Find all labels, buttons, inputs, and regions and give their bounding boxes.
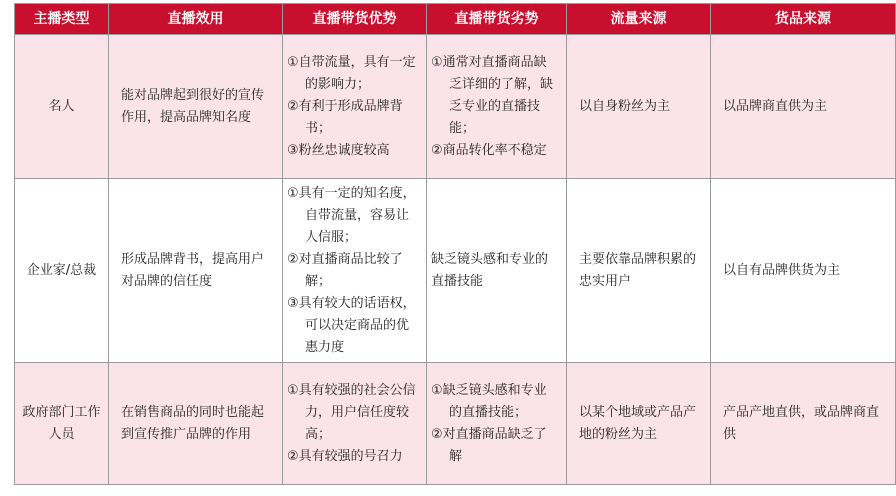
cell-type: 企业家/总裁 [15,179,109,363]
disadvantage-item: ②商品转化率不稳定 [431,142,547,158]
cell-goods: 以品牌商直供为主 [711,35,896,179]
advantage-item: ②对直播商品比较了解； [287,251,403,289]
cell-goods: 产品产地直供，或品牌商直供 [711,363,896,485]
cell-effect: 在销售商品的同时也能起到宣传推广品牌的作用 [109,363,283,485]
table-row [15,363,896,485]
streamer-comparison-table [14,3,896,485]
cell-disadvantages [427,179,567,363]
cell-advantages [283,179,427,363]
header-disadvantages: 直播带货劣势 [427,4,567,35]
disadvantage-item: ②对直播商品缺乏了解 [431,426,547,464]
cell-traffic: 以某个地域或产品产地的粉丝为主 [567,363,711,485]
advantage-item: ②具有较强的号召力 [287,448,403,464]
cell-type: 名人 [15,35,109,179]
cell-disadvantages [427,363,567,485]
advantage-item: ①具有一定的知名度，自带流量，容易让人信服； [287,185,416,245]
header-goods-source: 货品来源 [711,4,896,35]
disadvantage-item: ①通常对直播商品缺乏详细的了解，缺乏专业的直播技能； [431,54,554,136]
header-streamer-type: 主播类型 [15,4,109,35]
cell-advantages [283,35,427,179]
header-traffic-source: 流量来源 [567,4,711,35]
advantage-item: ①自带流量，具有一定的影响力； [287,54,416,92]
disadvantage-item: 缺乏镜头感和专业的直播技能 [431,251,549,289]
advantage-item: ①具有较强的社会公信力，用户信任度较高； [287,382,416,442]
header-live-effect: 直播效用 [109,4,283,35]
advantage-item: ③粉丝忠诚度较高 [287,142,390,158]
cell-advantages [283,363,427,485]
cell-traffic: 以自身粉丝为主 [567,35,711,179]
disadvantage-item: ①缺乏镜头感和专业的直播技能； [431,382,547,420]
table-row [15,35,896,179]
table-row [15,179,896,363]
advantage-item: ②有利于形成品牌背书； [287,98,403,136]
advantage-item: ③具有较大的话语权，可以决定商品的优惠力度 [287,295,416,355]
cell-disadvantages [427,35,567,179]
cell-effect: 形成品牌背书，提高用户对品牌的信任度 [109,179,283,363]
cell-goods: 以自有品牌供货为主 [711,179,896,363]
header-row [15,4,896,35]
header-advantages: 直播带货优势 [283,4,427,35]
cell-type: 政府部门工作人员 [15,363,109,485]
cell-traffic: 主要依靠品牌积累的忠实用户 [567,179,711,363]
cell-effect: 能对品牌起到很好的宣传作用，提高品牌知名度 [109,35,283,179]
